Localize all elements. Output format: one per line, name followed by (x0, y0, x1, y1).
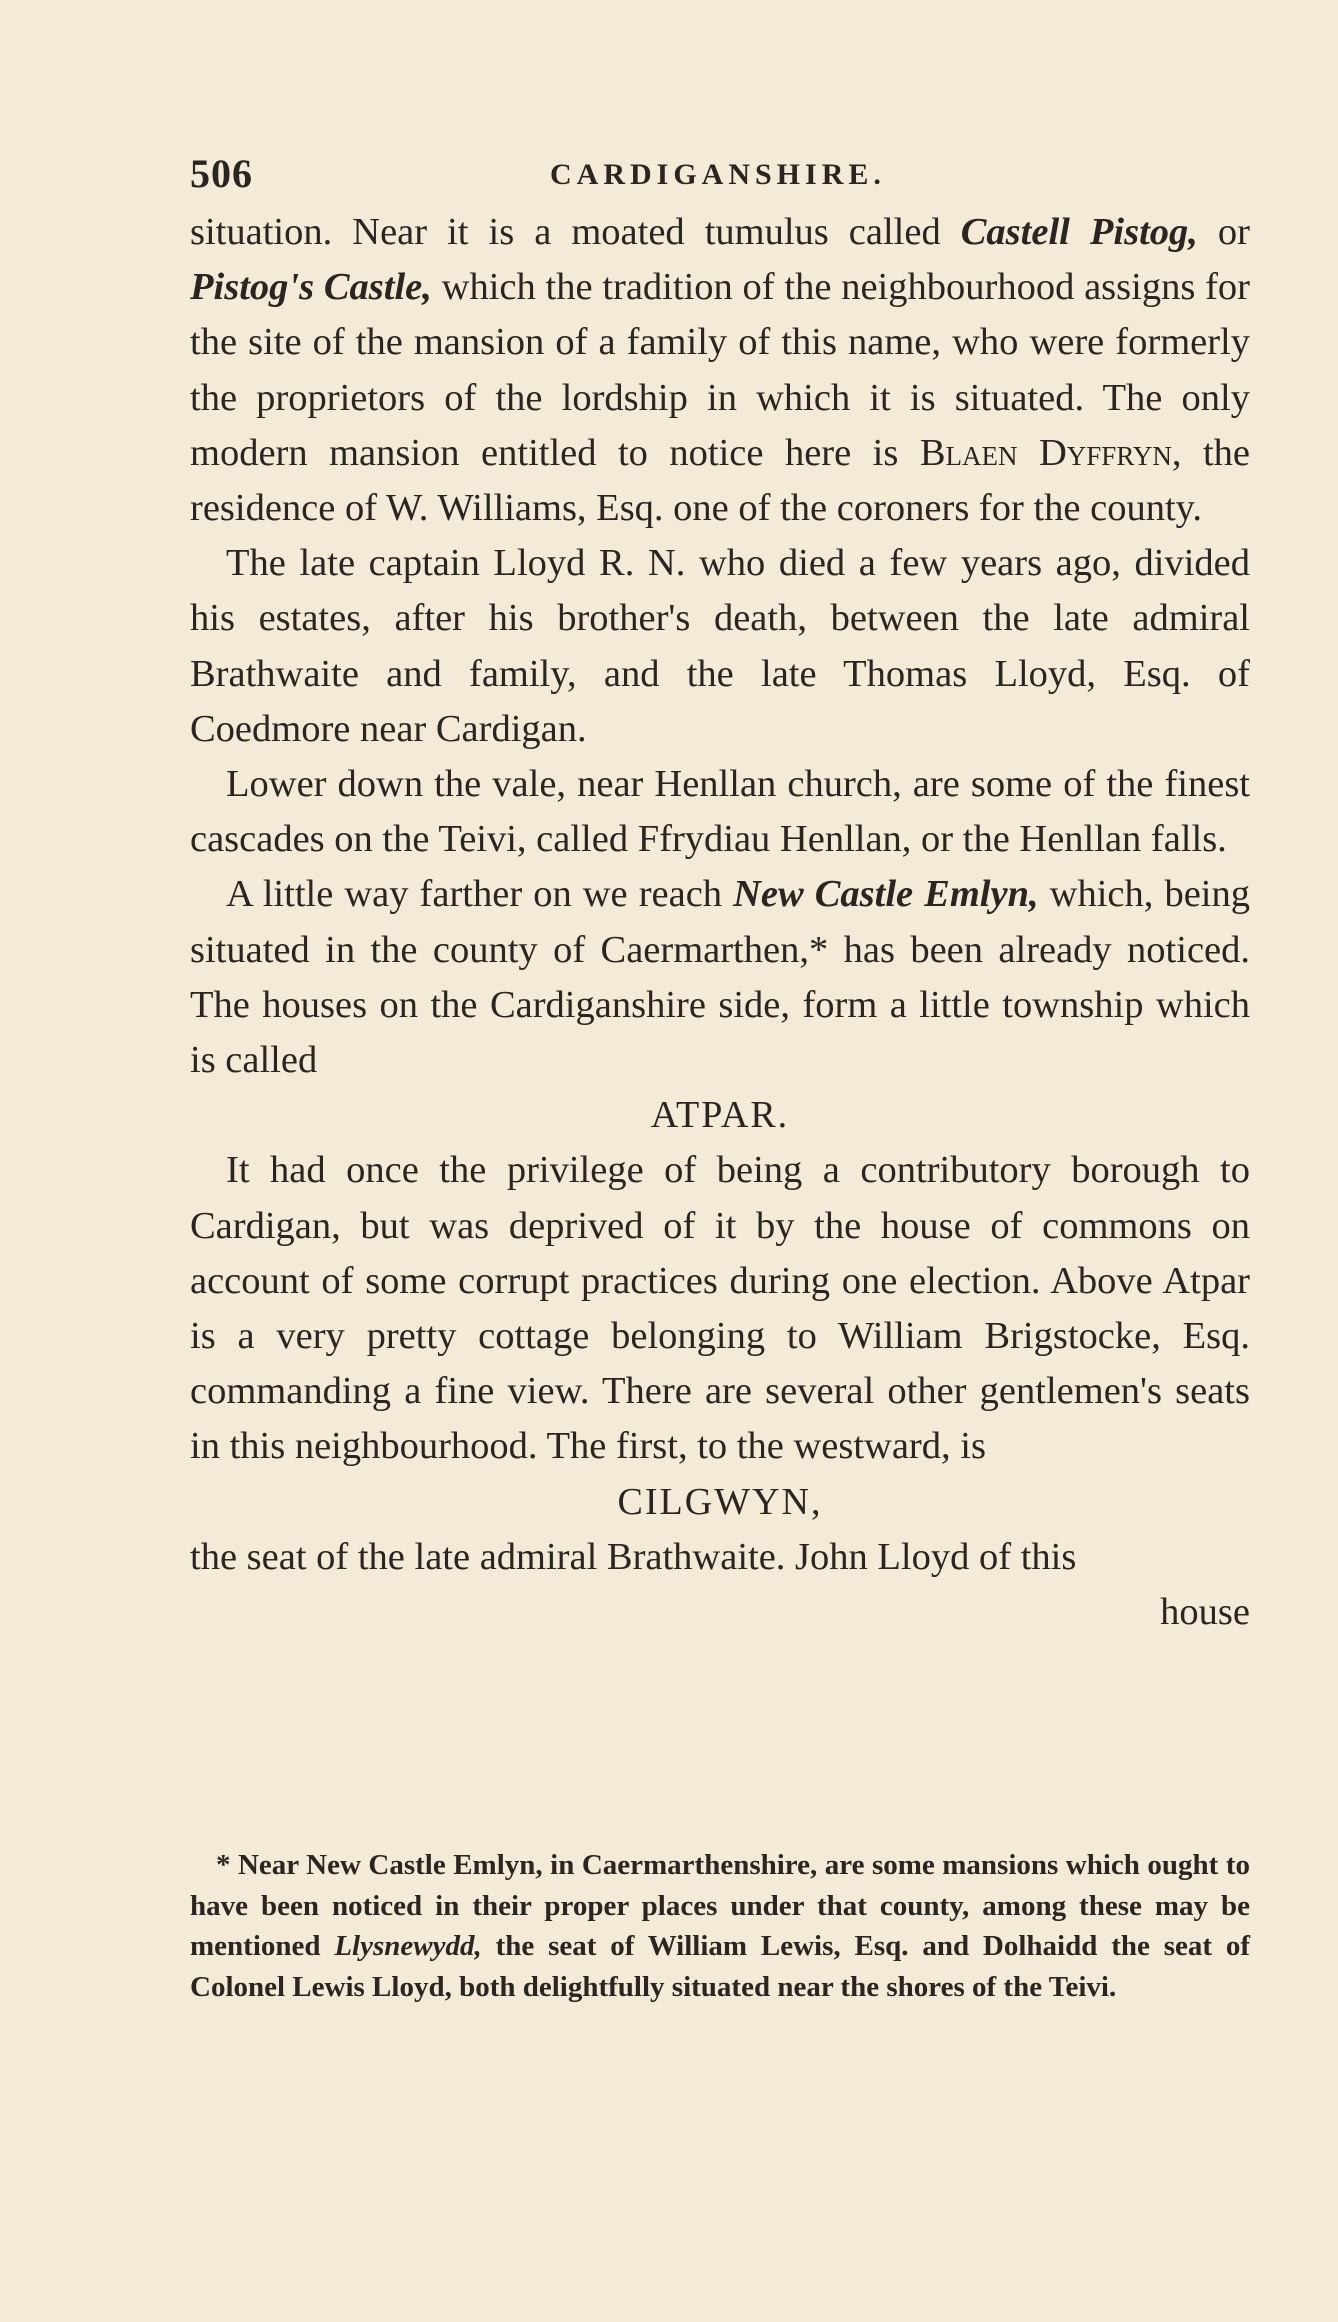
text-run: A little way farther on we reach (226, 873, 734, 916)
paragraph-5: It had once the privilege of being a contributory borough to Cardigan, but was deprived of it by the house of commons on account of some corrupt practices during one election. Above Atpar is a very pretty cottage belonging to William Brigstocke, Esq. commanding a fine view. There are several other gentlemen's seats in this neighbourhood. The first, to the westward, is (190, 1149, 1250, 1468)
small-caps-name: Blaen Dyffryn, (919, 431, 1182, 474)
text-run: * Near New Castle Emlyn, in Caermarthenshire, are some mansions which ought to have been noticed in their proper places under that county, among these may be mentioned (190, 1849, 1250, 1962)
paragraph-6: the seat of the late admiral Brathwaite. John Lloyd of this (190, 1535, 1077, 1578)
text-run: the residence of W. Williams, Esq. one of the coroners for the county. (190, 431, 1250, 530)
paragraph-4 (190, 867, 1250, 1088)
footnote (190, 1845, 1250, 2007)
text-run: which, being situated in the county of Caermarthen,* has been already noticed. The houses on the Cardiganshire side, form a little township which is called (190, 873, 1250, 1082)
italic-name: New Castle Emlyn, (733, 873, 1039, 916)
page-header (190, 150, 1250, 200)
running-head: CARDIGANSHIRE. (550, 158, 886, 191)
body-text (190, 205, 1250, 1640)
catchword: house (1160, 1591, 1250, 1634)
italic-name: Pistog's Castle, (190, 266, 432, 309)
footnote-text (190, 1845, 1250, 2007)
italic-name: Llysnewydd, (334, 1930, 482, 1962)
text-run: or (1197, 211, 1250, 253)
paragraph-3: Lower down the vale, near Henllan church, are some of the finest cascades on the Teivi, called Ffrydiau Henllan, or the Henllan falls. (190, 763, 1250, 861)
section-heading-cilgwyn: CILGWYN, (617, 1480, 823, 1523)
paragraph-1 (190, 205, 1250, 536)
section-heading-atpar: ATPAR. (650, 1094, 790, 1137)
paragraph-2: The late captain Lloyd R. N. who died a few years ago, divided his estates, after his brother's death, between the late admiral Brathwaite and family, and the late Thomas Lloyd, Esq. of Coedmore near Cardigan. (190, 542, 1250, 750)
text-run: the seat of William Lewis, Esq. and Dolhaidd the seat of Colonel Lewis Lloyd, both delightfully situated near the shores of the Teivi. (190, 1930, 1250, 2003)
italic-name: Castell Pistog, (960, 211, 1198, 253)
text-run: situation. Near it is a moated tumulus called (190, 211, 961, 253)
text-run: which the tradition of the neighbourhood assigns for the site of the mansion of a family of this name, who were formerly the proprietors of the lordship in which it is situated. The only modern mansion entitled to notice here is (190, 266, 1251, 474)
page-number: 506 (190, 151, 253, 196)
